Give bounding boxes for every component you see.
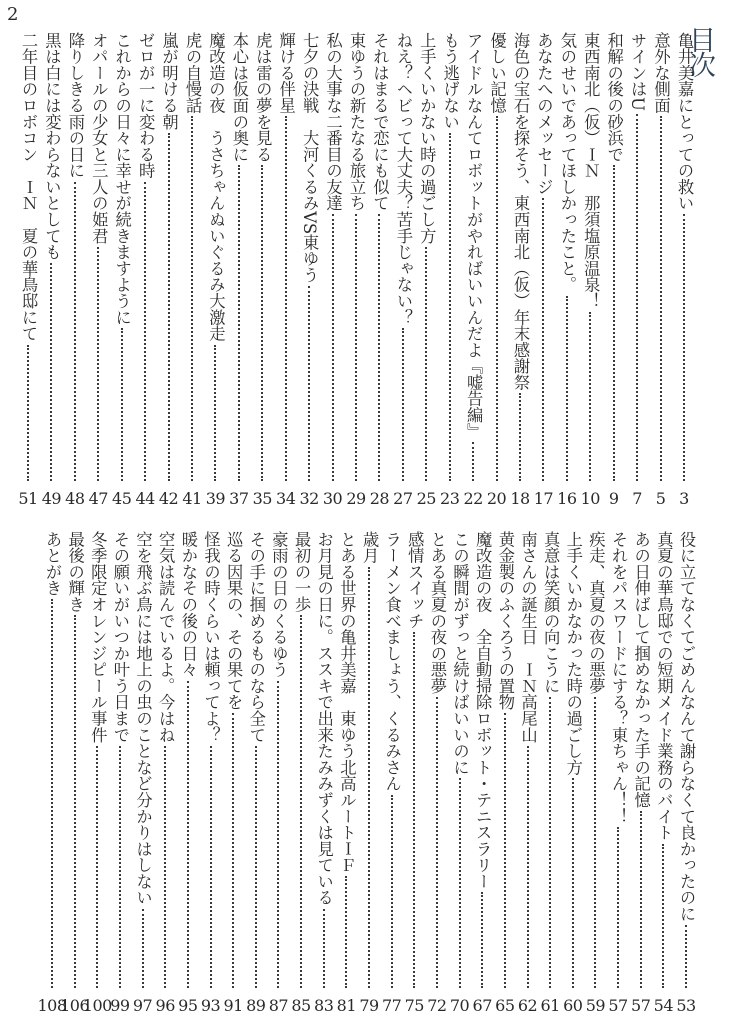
toc-entry-title: 私の大事な二番目の友達 — [323, 32, 343, 212]
toc-entry-title: あなたへのメッセージ — [534, 32, 554, 195]
toc-entry-title: 上手くいかない時の過ごし方 — [417, 32, 437, 244]
toc-entry[interactable] — [86, 32, 110, 508]
toc-entry-page: 62 — [517, 996, 538, 1015]
dot-leader — [549, 697, 551, 988]
toc-entry[interactable] — [583, 531, 607, 1015]
toc-entry-page: 49 — [41, 489, 62, 508]
toc-entry-page: 41 — [182, 489, 202, 508]
dot-leader — [300, 615, 302, 988]
toc-entry[interactable] — [461, 32, 485, 508]
toc-entry-title: 海色の宝石を探そう、東西南北（仮）年末感謝祭 — [511, 32, 530, 391]
toc-entry-title: 嵐が明ける朝 — [159, 32, 179, 130]
toc-entry-title: 本心は仮面の奥に — [229, 32, 249, 163]
toc-entry-title: 気のせいであってほしかったこと。 — [557, 32, 577, 293]
toc-entry[interactable] — [629, 531, 653, 1015]
toc-entry[interactable] — [414, 32, 438, 508]
toc-entry-title: 空気は読んでいるよ。今はね — [156, 531, 176, 743]
toc-entry[interactable] — [493, 531, 517, 1015]
toc-entry[interactable] — [203, 32, 227, 508]
toc-entry[interactable] — [321, 32, 345, 508]
dot-leader — [436, 697, 438, 988]
dot-leader — [51, 599, 53, 988]
dot-leader — [391, 795, 393, 988]
toc-entry[interactable] — [367, 32, 391, 508]
toc-entry-page: 87 — [268, 996, 289, 1015]
toc-entry[interactable] — [180, 32, 204, 508]
toc-entry[interactable] — [485, 32, 509, 508]
toc-entry-page: 70 — [449, 996, 470, 1015]
toc-entry[interactable] — [221, 531, 245, 1015]
toc-entry[interactable] — [82, 531, 112, 1015]
toc-entry-page: 108 — [37, 996, 67, 1015]
toc-entry-page: 45 — [112, 489, 132, 508]
toc-entry-title: 魔改造の夜 うさちゃんぬいぐるみ大激走 — [206, 32, 226, 342]
toc-entry-page: 20 — [486, 489, 507, 508]
dot-leader — [332, 214, 334, 481]
dot-leader — [660, 116, 662, 481]
toc-entry-title: 虎は雷の夢を見る — [253, 32, 273, 163]
toc-entry-title: 空を飛ぶ鳥には地上の虫のことなど分かりはしない — [133, 531, 153, 906]
toc-entry[interactable] — [508, 32, 532, 508]
toc-entry-page: 106 — [60, 996, 90, 1015]
toc-entry[interactable] — [176, 531, 200, 1015]
dot-leader — [164, 746, 166, 988]
dot-leader — [119, 746, 121, 988]
dot-leader — [566, 296, 568, 481]
toc-entry-page: 18 — [510, 489, 530, 508]
toc-entry-page: 32 — [299, 489, 319, 508]
dot-leader — [214, 345, 216, 481]
toc-entry-title: 輝ける伴星 — [276, 32, 296, 114]
toc-entry[interactable] — [531, 32, 555, 508]
toc-entry-title: ねえ？ヘビって大丈夫？苦手じゃない？ — [393, 32, 413, 326]
toc-entry-page: 83 — [314, 996, 334, 1015]
toc-entry-title: とある真夏の夜の悪夢 — [427, 531, 447, 694]
toc-entry-title: 魔改造の夜 全自動掃除ロボット・テニスラリー — [473, 531, 493, 890]
toc-entry[interactable] — [357, 531, 381, 1015]
toc-entry-page: 91 — [223, 996, 243, 1015]
toc-entry[interactable] — [672, 32, 696, 508]
dot-leader — [640, 811, 642, 988]
toc-entry[interactable] — [391, 32, 415, 508]
dot-leader — [496, 116, 498, 481]
dot-leader — [74, 182, 76, 481]
toc-entry[interactable] — [516, 531, 540, 1015]
toc-entry-page: 57 — [608, 996, 628, 1015]
toc-entry[interactable] — [334, 531, 358, 1015]
toc-entry-page: 65 — [495, 996, 515, 1015]
toc-entry[interactable] — [39, 32, 63, 508]
toc-entry-title: 上手くいかなかった時の過ごし方 — [563, 531, 583, 776]
toc-entry-title: サインはU — [628, 32, 648, 111]
toc-entry-title: 冬季限定オレンジピール事件 — [88, 531, 108, 743]
toc-entry-title: アイドルなんてロボットがやればいいんだよ『嘘告編』 — [464, 32, 484, 440]
toc-entry-page: 47 — [88, 489, 108, 508]
toc-entry[interactable] — [60, 531, 90, 1015]
dot-leader — [191, 116, 193, 481]
toc-entry[interactable] — [606, 531, 630, 1015]
toc-entry-page: 54 — [653, 996, 674, 1015]
toc-entry[interactable] — [625, 32, 649, 508]
dot-leader — [662, 844, 664, 988]
dot-leader — [232, 713, 234, 988]
toc-entry-title: 真夏の華鳥邸での短期メイド業務のバイト — [654, 531, 674, 841]
dot-leader — [144, 182, 146, 481]
toc-entry[interactable] — [16, 32, 40, 508]
toc-entry[interactable] — [63, 32, 87, 508]
toc-entry-page: 22 — [463, 489, 483, 508]
toc-entry-title: これからの日々に幸せが続きますように — [112, 32, 132, 326]
dot-leader — [345, 876, 347, 988]
dot-leader — [472, 442, 474, 481]
dot-leader — [210, 746, 212, 988]
toc-entry[interactable] — [649, 32, 673, 508]
dot-leader — [449, 133, 451, 481]
dot-leader — [74, 615, 76, 988]
toc-entry-title: 巡る因果の、その果てを — [224, 531, 244, 711]
toc-entry-title: 感情スイッチ — [405, 531, 425, 629]
toc-entry-page: 9 — [608, 489, 619, 508]
toc-entry-page: 39 — [205, 489, 226, 508]
toc-entry-page: 30 — [322, 489, 343, 508]
toc-entry-page: 85 — [291, 996, 311, 1015]
dot-leader — [355, 214, 357, 481]
toc-entry[interactable] — [538, 531, 562, 1015]
toc-entry[interactable] — [289, 531, 313, 1015]
toc-entry-title: 豪雨の日のくるゆう — [269, 531, 289, 678]
toc-entry-title: 東ゆうの新たなる旅立ち — [347, 32, 366, 212]
toc-entry-page: 97 — [132, 996, 153, 1015]
dot-leader — [413, 632, 415, 988]
toc-entry[interactable] — [470, 531, 494, 1015]
toc-entry[interactable] — [199, 531, 223, 1015]
toc-entry[interactable] — [380, 531, 404, 1015]
dot-leader — [425, 247, 427, 481]
toc-entry[interactable] — [37, 531, 67, 1015]
dot-leader — [285, 116, 287, 481]
toc-entry-title: 亀井美嘉にとっての救い — [675, 32, 694, 212]
dot-leader — [378, 214, 380, 481]
dot-leader — [50, 263, 52, 481]
toc-entry-title: 疾走、真夏の夜の悪夢 — [586, 531, 606, 694]
toc-entry-title: 役に立てなくてごめんなんて謝らなくて良かったのに — [677, 531, 696, 922]
toc-entry-page: 67 — [472, 996, 492, 1015]
toc-entry-page: 89 — [246, 996, 266, 1015]
toc-entry[interactable] — [266, 531, 290, 1015]
toc-entry-page: 51 — [18, 489, 38, 508]
toc-entry-title: とある世界の亀井美嘉 東ゆう北高ルートＩＦ — [337, 531, 357, 874]
dot-leader — [572, 778, 574, 988]
toc-entry[interactable] — [448, 531, 472, 1015]
toc-entry[interactable] — [110, 32, 134, 508]
dot-leader — [636, 114, 638, 481]
toc-entry-page: 96 — [155, 996, 175, 1015]
toc-entry-page: 53 — [676, 996, 696, 1015]
dot-leader — [542, 198, 544, 481]
toc-entry-title: 虎の自慢話 — [183, 32, 202, 114]
toc-entry-title: オパールの少女と三人の姫君 — [89, 32, 109, 244]
toc-entry-page: 34 — [276, 489, 296, 508]
toc-entry-page: 35 — [252, 489, 272, 508]
toc-entry-page: 42 — [158, 489, 179, 508]
toc-entry-title: ラーメン食べましょう、くるみさん — [382, 531, 402, 792]
dot-leader — [685, 925, 687, 988]
toc-entry[interactable] — [402, 531, 426, 1015]
toc-entry-page: 16 — [557, 489, 577, 508]
toc-entry[interactable] — [555, 32, 579, 508]
dot-leader — [613, 165, 615, 481]
toc-entry-title: その願いがいつか叶う日まで — [110, 531, 130, 743]
toc-entry-title: 暖かなその後の日々 — [178, 531, 198, 678]
toc-entry-title: あとがき — [43, 531, 62, 597]
dot-leader — [142, 909, 144, 988]
dot-leader — [168, 133, 170, 481]
toc-entry-page: 28 — [369, 489, 390, 508]
toc-entry-page: 57 — [631, 996, 651, 1015]
toc-entry-page: 3 — [679, 489, 689, 508]
toc-entry-title: 黄金製のふくろうの置物 — [495, 531, 515, 711]
toc-entry[interactable] — [244, 531, 268, 1015]
toc-entry-page: 37 — [229, 489, 249, 508]
toc-entry[interactable] — [425, 531, 449, 1015]
toc-entry[interactable] — [578, 32, 602, 508]
dot-leader — [481, 892, 483, 988]
toc-entry-page: 44 — [135, 489, 155, 508]
toc-entry[interactable] — [157, 32, 181, 508]
dot-leader — [323, 909, 325, 988]
dot-leader — [589, 312, 591, 481]
toc-entry-title: 和解の後の砂浜で — [604, 32, 624, 163]
dot-leader — [459, 778, 461, 988]
toc-entry-page: 93 — [200, 996, 221, 1015]
dot-leader — [504, 713, 506, 988]
toc-entry-page: 10 — [580, 489, 600, 508]
dot-leader — [594, 697, 596, 988]
toc-entry[interactable] — [312, 531, 336, 1015]
toc-entry[interactable] — [297, 32, 321, 508]
dot-leader — [255, 746, 257, 988]
dot-leader — [27, 345, 29, 481]
toc-entry-page: 100 — [82, 996, 112, 1015]
dot-leader — [277, 681, 279, 988]
toc-entry-title: あの日伸ばして掴めなかった手の記憶 — [631, 531, 651, 808]
toc-entry[interactable] — [344, 32, 368, 508]
toc-entry-title: 降りしきる雨の日に — [65, 32, 85, 179]
dot-leader — [368, 567, 370, 988]
toc-entry-title: 優しい記憶 — [487, 32, 507, 114]
toc-entry-page: 99 — [110, 996, 130, 1015]
toc-entry-title: 最初の一歩 — [292, 531, 312, 613]
toc-entry-page: 72 — [427, 996, 447, 1015]
dot-leader — [97, 247, 99, 481]
dot-leader — [527, 746, 529, 988]
toc-entry-title: 歳月 — [360, 531, 379, 564]
toc-entry[interactable] — [153, 531, 177, 1015]
page-number: 2 — [7, 4, 19, 25]
toc-entry-title: 黒は白には変わらないとしても — [42, 32, 62, 261]
toc-entry-page: 29 — [346, 489, 366, 508]
dot-leader — [187, 681, 189, 988]
toc-entry-title: お月見の日に。ススキで出来たみみずくは見ている — [314, 531, 334, 906]
toc-entry-page: 48 — [65, 489, 85, 508]
toc-entry-page: 75 — [404, 996, 424, 1015]
toc-entry-page: 95 — [178, 996, 198, 1015]
toc-entry[interactable] — [674, 531, 698, 1015]
toc-entry-page: 27 — [393, 489, 413, 508]
toc-entry[interactable] — [651, 531, 675, 1015]
dot-leader — [683, 214, 685, 481]
dot-leader — [617, 827, 619, 988]
toc-entry-page: 23 — [440, 489, 460, 508]
dot-leader — [402, 328, 404, 481]
toc-title: 目次 — [684, 26, 715, 76]
toc-entry-title: それをパスワードにする？東ちゃん！！ — [609, 531, 629, 825]
toc-entry[interactable] — [133, 32, 157, 508]
toc-entry-title: それはまるで恋にも似て — [370, 32, 390, 212]
toc-entry-page: 61 — [540, 996, 560, 1015]
toc-entry-page: 7 — [632, 489, 642, 508]
dot-leader — [261, 165, 263, 481]
toc-entry[interactable] — [108, 531, 132, 1015]
toc-entry-title: 東西南北（仮）ＩＮ 那須塩原温泉！ — [581, 32, 601, 309]
toc-entry[interactable] — [602, 32, 626, 508]
toc-entry[interactable] — [131, 531, 155, 1015]
toc-entry-title: 最後の輝き — [65, 531, 85, 613]
toc-entry-page: 17 — [533, 489, 554, 508]
toc-entry-title: 七夕の決戦 大河くるみVS東ゆう — [300, 32, 320, 283]
dot-leader — [519, 393, 521, 481]
toc-entry-page: 79 — [359, 996, 379, 1015]
toc-entry-title: 二年目のロボコン ＩＮ 夏の華鳥邸にて — [19, 32, 38, 342]
dot-leader — [308, 286, 310, 481]
toc-entry-title: この瞬間がずっと続けばいいのに — [450, 531, 470, 776]
toc-entry-page: 81 — [336, 996, 357, 1015]
toc-entry-title: もう逃げない — [440, 32, 460, 130]
toc-entry-page: 77 — [381, 996, 402, 1015]
toc-entry[interactable] — [274, 32, 298, 508]
toc-entry-title: その手に掴めるものなら全て — [246, 531, 266, 743]
toc-entry[interactable] — [250, 32, 274, 508]
dot-leader — [238, 165, 240, 481]
toc-entry-page: 60 — [563, 996, 583, 1015]
toc-entry-page: 25 — [416, 489, 436, 508]
toc-entry-page: 59 — [585, 996, 606, 1015]
toc-entry-page: 5 — [655, 489, 666, 508]
toc-entry-title: 怪我の時くらいは頼ってよ？ — [201, 531, 221, 743]
toc-entry[interactable] — [561, 531, 585, 1015]
dot-leader — [121, 328, 123, 481]
toc-entry-title: 意外な側面 — [651, 32, 671, 114]
toc-entry[interactable] — [227, 32, 251, 508]
toc-entry-title: 真意は笑顔の向こうに — [541, 531, 561, 694]
toc-entry-title: ゼロが一に変わる時 — [136, 32, 156, 179]
toc-entry[interactable] — [438, 32, 462, 508]
toc-entry-title: 南さんの誕生日 ＩＮ高尾山 — [518, 531, 538, 743]
dot-leader — [96, 746, 98, 988]
